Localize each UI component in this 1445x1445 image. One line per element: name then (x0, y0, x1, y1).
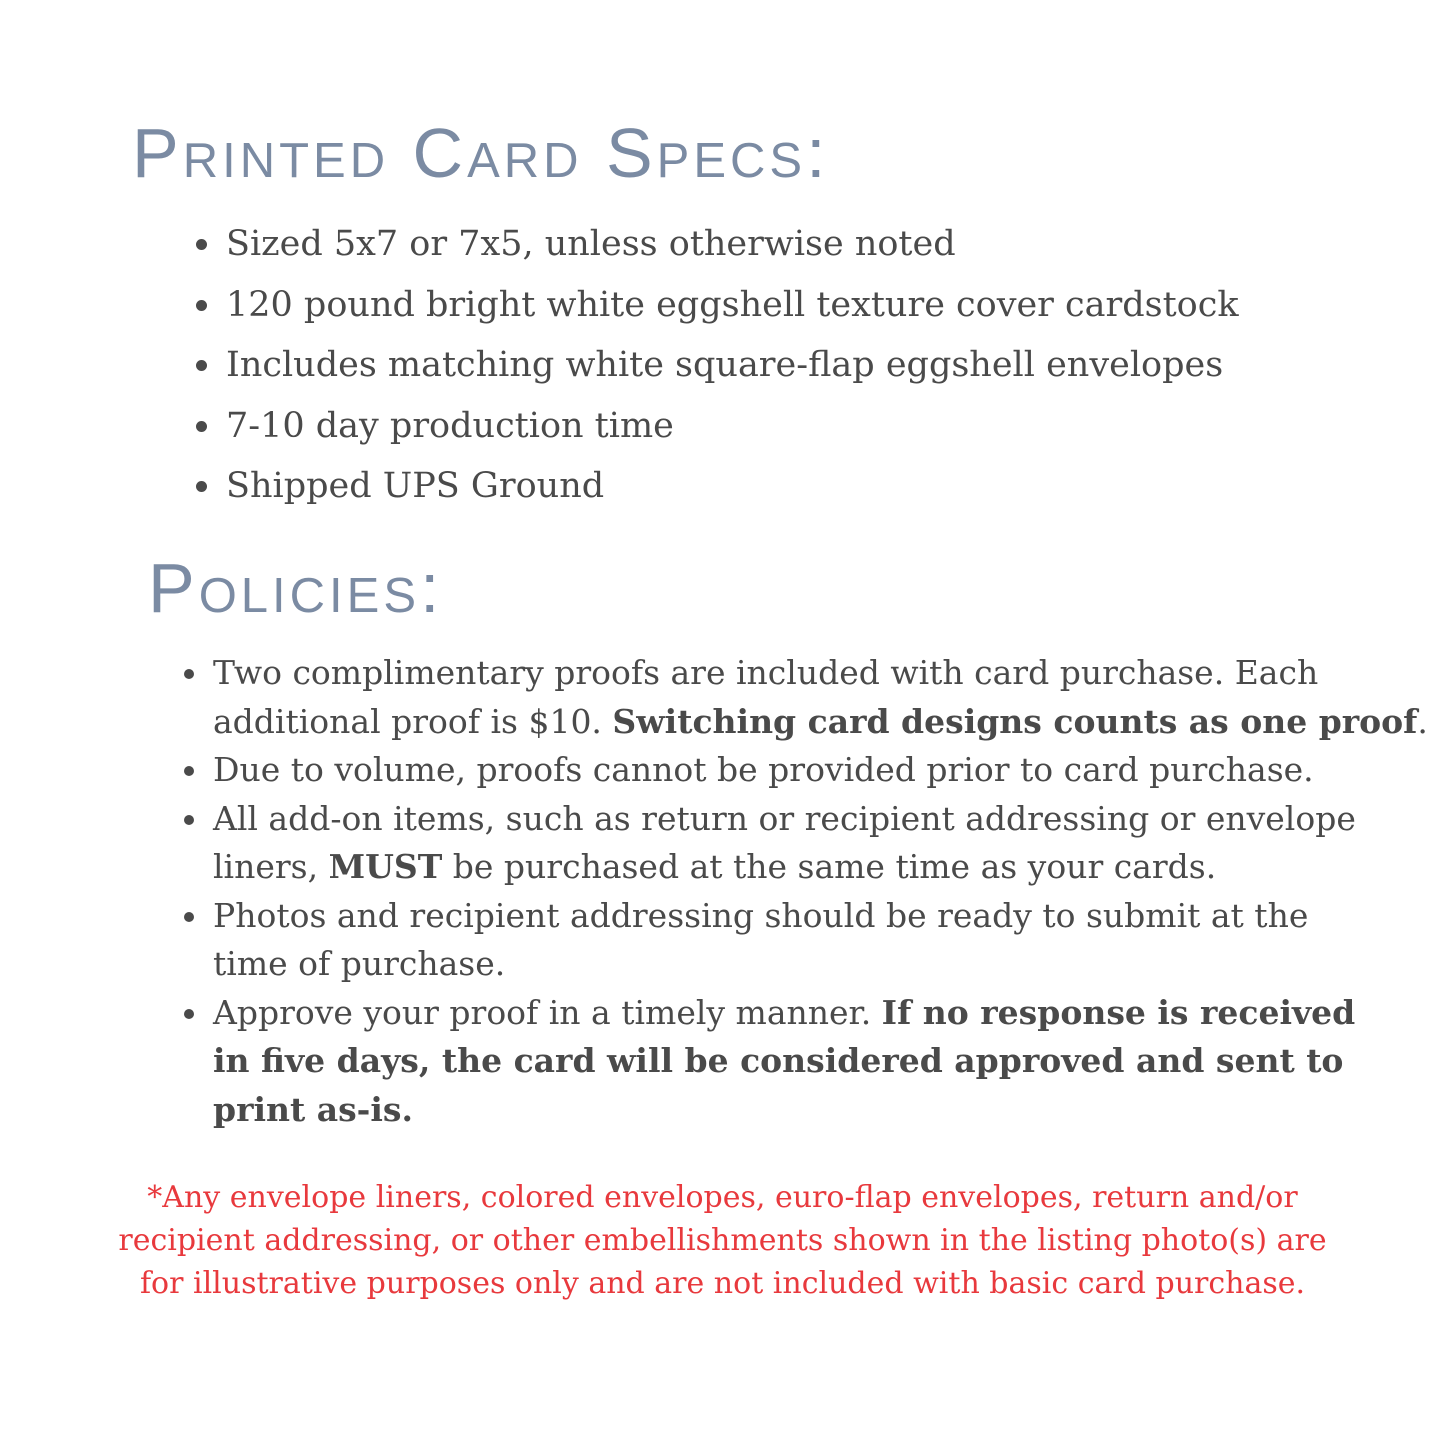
specs-list (196, 214, 1396, 517)
policies-heading: Policies: (148, 549, 444, 627)
policy-approval-line-2: in five days, the card will be considered approved and sent to (213, 1041, 1344, 1080)
policy-proofs-period: . (1417, 701, 1428, 741)
policy-add-ons-text: liners, (213, 847, 329, 886)
policy-approval-bold-text: If no response is received (881, 992, 1356, 1032)
disclaimer-line-2: recipient addressing, or other embellishments shown in the listing photo(s) are (118, 1223, 1327, 1258)
policy-approval-text: Approve your proof in a timely manner. (213, 992, 882, 1032)
policy-item-add-ons (184, 795, 1356, 892)
disclaimer (0, 1176, 1445, 1305)
policy-proofs-line-2 (213, 698, 1428, 747)
disclaimer-line-1: *Any envelope liners, colored envelopes, euro-flap envelopes, return and/or (147, 1180, 1298, 1215)
policy-item-approval (184, 989, 1356, 1135)
policies-list (184, 649, 1428, 1134)
policy-volume-line-1: Due to volume, proofs cannot be provided prior to card purchase. (213, 750, 1314, 789)
policy-item-photos (184, 892, 1344, 989)
specs-heading: Printed Card Specs: (132, 114, 830, 192)
specs-item-production-time: 7-10 day production time (196, 396, 1396, 457)
policy-item-proofs (184, 649, 1428, 746)
policy-add-ons-end-text: be purchased at the same time as your cards. (442, 847, 1217, 886)
policy-proofs-text: additional proof is $10. (213, 701, 613, 741)
policy-proofs-line-1: Two complimentary proofs are included with card purchase. Each (213, 653, 1319, 692)
policy-add-ons-bold-text: MUST (328, 847, 443, 886)
disclaimer-line-3: for illustrative purposes only and are not included with basic card purchase. (139, 1266, 1306, 1301)
policy-add-ons-line-1: All add-on items, such as return or recipient addressing or envelope (213, 798, 1356, 838)
policy-photos-line-2: time of purchase. (213, 944, 506, 983)
specs-item-envelopes: Includes matching white square-flap eggshell envelopes (196, 335, 1396, 396)
policy-item-volume (184, 746, 1344, 795)
specs-item-cardstock: 120 pound bright white eggshell texture cover cardstock (196, 275, 1396, 336)
policy-proofs-bold-text: Switching card designs counts as one proof (612, 701, 1418, 741)
specs-item-size: Sized 5x7 or 7x5, unless otherwise noted (196, 214, 1396, 275)
policy-approval-line-3: print as-is. (213, 1089, 413, 1129)
policy-add-ons-line-2 (213, 843, 1344, 892)
specs-item-shipping: Shipped UPS Ground (196, 456, 1396, 517)
policy-photos-line-1: Photos and recipient addressing should be ready to submit at the (213, 895, 1309, 935)
policy-approval-line-1 (213, 989, 1356, 1038)
